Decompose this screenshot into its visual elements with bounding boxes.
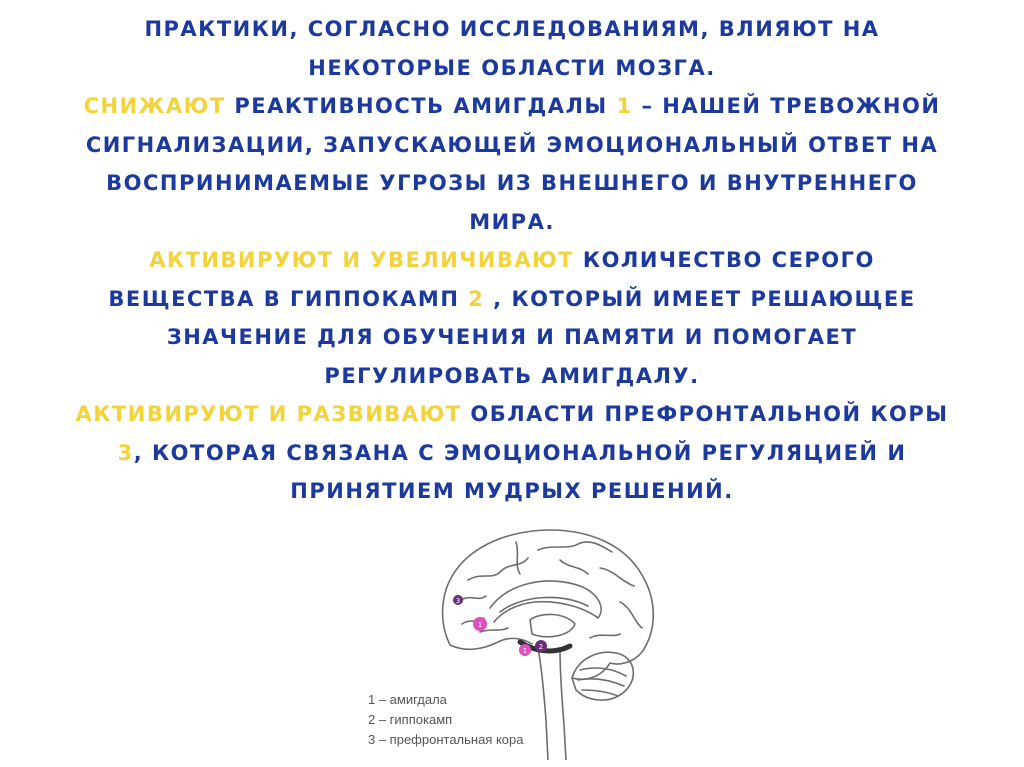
highlight-text: АКТИВИРУЮТ И УВЕЛИЧИВАЮТ <box>149 248 575 272</box>
brain-legend <box>368 690 524 750</box>
text-line: МИРА. <box>469 209 555 234</box>
text-line: ПРАКТИКИ, СОГЛАСНО ИССЛЕДОВАНИЯМ, ВЛИЯЮТ НА <box>144 17 880 41</box>
text-line: СНИЖАЮТ РЕАКТИВНОСТЬ АМИГДАЛЫ 1 – НАШЕЙ ТРЕВОЖНОЙ <box>83 94 941 118</box>
legend-item: 1 – амигдала <box>368 692 447 707</box>
text-line: НЕКОТОРЫЕ ОБЛАСТИ МОЗГА. <box>308 55 716 80</box>
text-line: ПРИНЯТИЕМ МУДРЫХ РЕШЕНИЙ. <box>290 479 734 503</box>
marker-number: 3 <box>117 440 134 465</box>
highlight-text: СНИЖАЮТ <box>83 94 226 118</box>
text-line: ВОСПРИНИМАЕМЫЕ УГРОЗЫ ИЗ ВНЕШНЕГО И ВНУТРЕННЕГО <box>106 171 918 195</box>
legend-item: 3 – префронтальная кора <box>368 732 524 747</box>
marker-label: 3 <box>455 597 461 605</box>
text-line: ЗНАЧЕНИЕ ДЛЯ ОБУЧЕНИЯ И ПАМЯТИ И ПОМОГАЕТ <box>166 325 858 349</box>
legend-item: 2 – гиппокамп <box>368 712 453 727</box>
marker-label: 2 <box>538 643 544 651</box>
main-text <box>60 10 964 511</box>
text-line: ВЕЩЕСТВА В ГИППОКАМП 2 , КОТОРЫЙ ИМЕЕТ РЕШАЮЩЕЕ <box>108 286 916 311</box>
marker-label: 1 <box>522 647 528 655</box>
marker-label: 1 <box>477 621 483 629</box>
text-line: АКТИВИРУЮТ И УВЕЛИЧИВАЮТ КОЛИЧЕСТВО СЕРОГО <box>149 248 875 272</box>
marker-number: 1 <box>616 94 633 118</box>
text-line: АКТИВИРУЮТ И РАЗВИВАЮТ ОБЛАСТИ ПРЕФРОНТАЛЬНОЙ КОРЫ <box>75 402 949 426</box>
text-line: СИГНАЛИЗАЦИИ, ЗАПУСКАЮЩЕЙ ЭМОЦИОНАЛЬНЫЙ ОТВЕТ НА <box>85 132 939 157</box>
marker-number: 2 <box>468 286 485 311</box>
text-line: РЕГУЛИРОВАТЬ АМИГДАЛУ. <box>324 363 700 388</box>
highlight-text: АКТИВИРУЮТ И РАЗВИВАЮТ <box>75 402 462 426</box>
text-line: 3, КОТОРАЯ СВЯЗАНА С ЭМОЦИОНАЛЬНОЙ РЕГУЛЯЦИЕЙ И <box>117 440 907 465</box>
